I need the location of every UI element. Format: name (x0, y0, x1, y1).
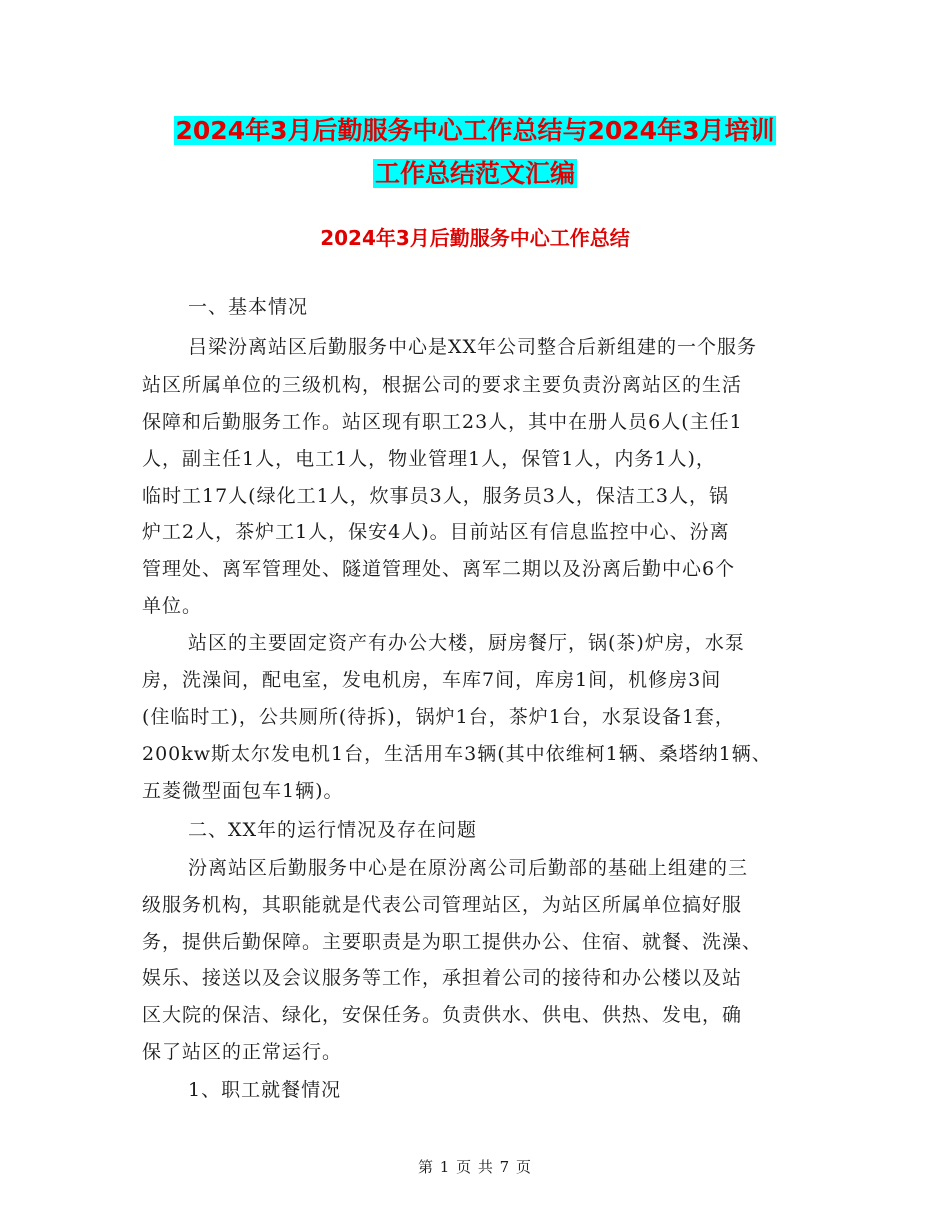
paragraph-line: 吕梁汾离站区后勤服务中心是XX年公司整合后新组建的一个服务 (188, 336, 758, 358)
paragraph-line: 单位。 (142, 595, 203, 617)
heading-basic-info: 一、基本情况 (188, 296, 309, 318)
page-footer: 第 1 页 共 7 页 (418, 1158, 532, 1176)
paragraph-line: 站区的主要固定资产有办公大楼，厨房餐厅，锅(茶)炉房，水泵 (188, 632, 745, 654)
paragraph-line: 临时工17人(绿化工1人，炊事员3人，服务员3人，保洁工3人，锅 (142, 485, 729, 507)
paragraph-line: 保障和后勤服务工作。站区现有职工23人，其中在册人员6人(主任1 (142, 411, 743, 433)
paragraph-line: 区大院的保洁、绿化，安保任务。负责供水、供电、供热、发电，确 (142, 1004, 743, 1026)
heading-operations: 二、XX年的运行情况及存在问题 (188, 819, 478, 841)
paragraph-line: 务，提供后勤保障。主要职责是为职工提供办公、住宿、就餐、洗澡、 (142, 931, 763, 953)
paragraph-line: 五菱微型面包车1辆)。 (142, 780, 344, 802)
paragraph-line: 保了站区的正常运行。 (142, 1041, 343, 1063)
document-title-line-2: 工作总结范文汇编 (374, 159, 575, 188)
paragraph-line: 级服务机构，其职能就是代表公司管理站区，为站区所属单位搞好服 (142, 894, 743, 916)
paragraph-line: 200kw斯太尔发电机1台，生活用车3辆(其中依维柯1辆、桑塔纳1辆、 (142, 743, 772, 765)
section-title: 2024年3月后勤服务中心工作总结 (320, 226, 630, 250)
heading-staff-dining: 1、职工就餐情况 (188, 1079, 342, 1101)
paragraph-line: 站区所属单位的三级机构，根据公司的要求主要负责汾离站区的生活 (142, 374, 743, 396)
paragraph-line: 炉工2人，茶炉工1人，保安4人)。目前站区有信息监控中心、汾离 (142, 521, 730, 543)
paragraph-line: 人，副主任1人，电工1人，物业管理1人，保管1人，内务1人)， (142, 448, 716, 470)
paragraph-line: (住临时工)，公共厕所(待拆)，锅炉1台，茶炉1台，水泵设备1套， (142, 706, 735, 728)
paragraph-line: 汾离站区后勤服务中心是在原汾离公司后勤部的基础上组建的三 (188, 857, 749, 879)
document-title-line-1: 2024年3月后勤服务中心工作总结与2024年3月培训 (175, 116, 775, 145)
paragraph-line: 管理处、离军管理处、隧道管理处、离军二期以及汾离后勤中心6个 (142, 558, 736, 580)
paragraph-line: 房，洗澡间，配电室，发电机房，车库7间，库房1间，机修房3间 (142, 669, 722, 691)
paragraph-line: 娱乐、接送以及会议服务等工作，承担着公司的接待和办公楼以及站 (142, 967, 743, 989)
